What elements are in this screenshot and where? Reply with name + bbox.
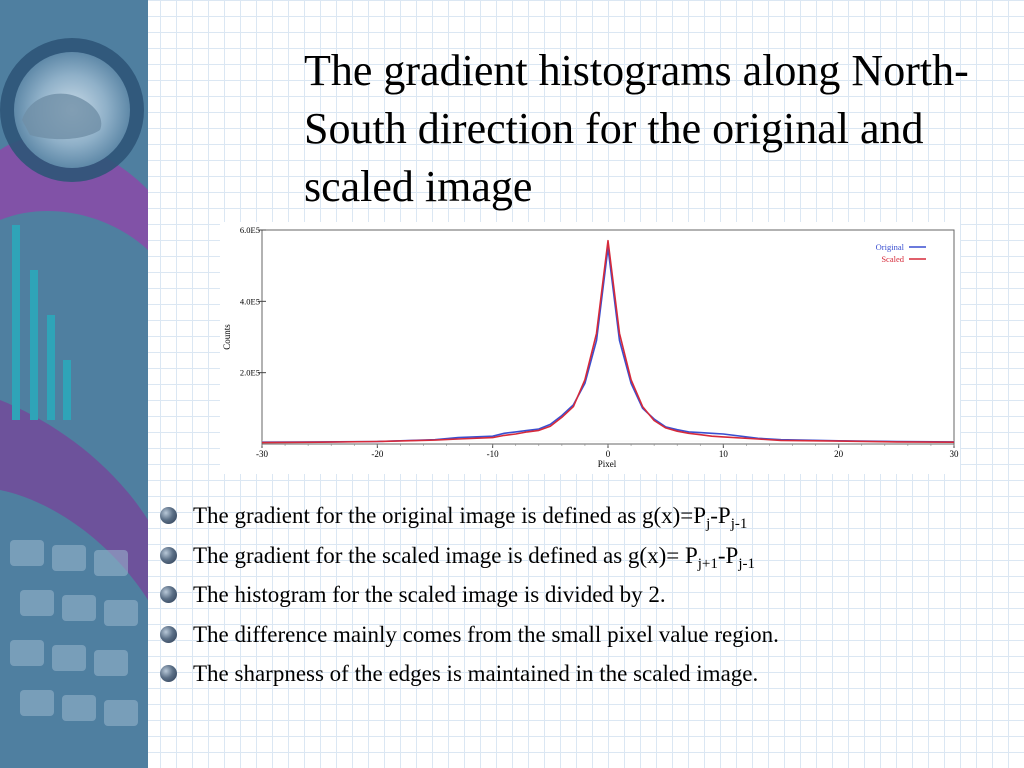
x-tick-label: -10 <box>486 449 499 459</box>
bullet-item <box>160 496 1010 536</box>
sidebar-art <box>0 0 148 768</box>
decor-bar <box>30 270 38 420</box>
legend-label: Scaled <box>881 254 904 264</box>
bullet-text: The histogram for the scaled image is divided by 2. <box>193 582 666 607</box>
bullet-icon <box>160 547 177 564</box>
x-tick-label: 20 <box>834 449 844 459</box>
bullet-item <box>160 536 1010 576</box>
legend-label: Original <box>875 242 904 252</box>
bullet-text: The gradient for the scaled image is defined as $g(x)= P_{j+1}-P_{j-1}$ <box>193 542 756 572</box>
x-tick-label: -30 <box>256 449 268 459</box>
x-tick-label: 30 <box>949 449 959 459</box>
x-axis-label: Pixel <box>597 459 617 469</box>
gradient-histogram-chart <box>220 222 960 474</box>
x-tick-label: -20 <box>371 449 384 459</box>
chart-svg <box>220 222 960 474</box>
y-axis-label: Counts <box>222 324 232 350</box>
x-tick-label: 0 <box>605 449 611 459</box>
decor-bar <box>12 225 20 420</box>
y-tick-label: 4.0E5 <box>239 296 260 307</box>
x-tick-label: 10 <box>718 449 728 459</box>
y-tick-label: 2.0E5 <box>239 367 260 378</box>
decor-bar <box>47 315 55 420</box>
bullet-icon <box>160 665 177 682</box>
bullet-list <box>160 496 1010 694</box>
bullet-item <box>160 654 1010 694</box>
bullet-icon <box>160 626 177 643</box>
bullet-icon <box>160 586 177 603</box>
bullet-icon <box>160 507 177 524</box>
slide-title: The gradient histograms along North-South direction for the original and scaled image <box>304 46 969 211</box>
bullet-text: The difference mainly comes from the small pixel value region. <box>193 621 779 647</box>
bullet-item <box>160 575 1010 615</box>
y-tick-label: 6.0E5 <box>239 225 260 235</box>
bullet-item <box>160 615 1010 655</box>
decorative-sidebar <box>0 0 148 768</box>
plot-area <box>262 230 954 444</box>
decor-bar <box>63 360 71 420</box>
bullet-text: The sharpness of the edges is maintained in the scaled image. <box>193 661 759 686</box>
bullet-text: The gradient for the original image is defined as $g(x)=P_j-P_{j-1}$ <box>193 503 748 532</box>
